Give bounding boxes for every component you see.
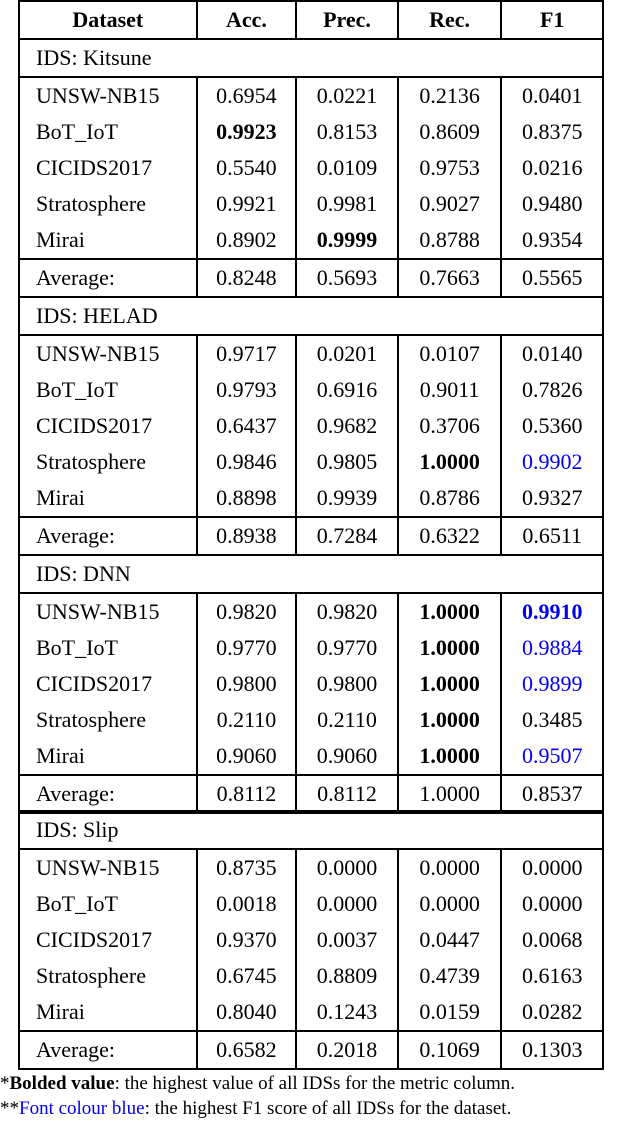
cell-rec: 0.1069 <box>398 1031 502 1069</box>
cell-f1: 0.3485 <box>501 702 603 738</box>
table-row <box>19 849 603 886</box>
cell-f1: 0.0068 <box>501 922 603 958</box>
cell-acc: 0.8040 <box>197 994 297 1031</box>
cell-prec: 0.0000 <box>296 886 398 922</box>
dataset-name: Stratosphere <box>19 444 197 480</box>
dataset-name: CICIDS2017 <box>19 922 197 958</box>
dataset-name: CICIDS2017 <box>19 150 197 186</box>
dataset-name: Stratosphere <box>19 702 197 738</box>
cell-f1: 0.0282 <box>501 994 603 1031</box>
section-slip <box>19 811 603 1069</box>
cell-acc: 0.9923 <box>197 114 297 150</box>
average-row <box>19 517 603 555</box>
cell-f1: 0.8375 <box>501 114 603 150</box>
cell-rec: 0.9753 <box>398 150 502 186</box>
dataset-name: UNSW-NB15 <box>19 335 197 372</box>
cell-acc: 0.9800 <box>197 666 297 702</box>
dataset-name: UNSW-NB15 <box>19 77 197 114</box>
cell-rec: 0.0159 <box>398 994 502 1031</box>
cell-acc: 0.8735 <box>197 849 297 886</box>
cell-rec: 0.8788 <box>398 222 502 259</box>
header-f1: F1 <box>501 1 603 39</box>
cell-prec: 0.7284 <box>296 517 398 555</box>
cell-f1: 0.9910 <box>501 593 603 630</box>
average-label: Average: <box>19 1031 197 1069</box>
cell-acc: 0.6745 <box>197 958 297 994</box>
cell-acc: 0.6582 <box>197 1031 297 1069</box>
cell-acc: 0.9370 <box>197 922 297 958</box>
section-dnn <box>19 555 603 813</box>
cell-rec: 0.0447 <box>398 922 502 958</box>
cell-acc: 0.8898 <box>197 480 297 517</box>
cell-prec: 0.0201 <box>296 335 398 372</box>
footnote-blue-text: : the highest F1 score of all IDSs for the dataset. <box>144 1098 512 1119</box>
cell-f1: 0.9354 <box>501 222 603 259</box>
cell-acc: 0.6954 <box>197 77 297 114</box>
footnote-blue-label: Font colour blue <box>19 1098 145 1119</box>
cell-rec: 0.4739 <box>398 958 502 994</box>
table-row <box>19 958 603 994</box>
table-row <box>19 150 603 186</box>
dataset-name: Stratosphere <box>19 958 197 994</box>
table-row <box>19 886 603 922</box>
table-row <box>19 738 603 775</box>
cell-acc: 0.9846 <box>197 444 297 480</box>
table-row <box>19 702 603 738</box>
average-row <box>19 1031 603 1069</box>
cell-f1: 0.9899 <box>501 666 603 702</box>
footnote-marker: ** <box>0 1098 19 1119</box>
table-row <box>19 222 603 259</box>
dataset-name: UNSW-NB15 <box>19 849 197 886</box>
dataset-name: UNSW-NB15 <box>19 593 197 630</box>
section-title: IDS: DNN <box>19 555 603 593</box>
dataset-name: BoT_IoT <box>19 886 197 922</box>
cell-rec: 1.0000 <box>398 738 502 775</box>
cell-rec: 0.9027 <box>398 186 502 222</box>
cell-rec: 0.2136 <box>398 77 502 114</box>
cell-f1: 0.9902 <box>501 444 603 480</box>
section-title: IDS: HELAD <box>19 297 603 335</box>
cell-rec: 0.8786 <box>398 480 502 517</box>
table-row <box>19 77 603 114</box>
cell-rec: 1.0000 <box>398 666 502 702</box>
cell-rec: 1.0000 <box>398 702 502 738</box>
dataset-name: BoT_IoT <box>19 630 197 666</box>
cell-rec: 1.0000 <box>398 593 502 630</box>
cell-acc: 0.9793 <box>197 372 297 408</box>
table-row <box>19 186 603 222</box>
cell-prec: 0.2110 <box>296 702 398 738</box>
table-row <box>19 114 603 150</box>
cell-prec: 0.2018 <box>296 1031 398 1069</box>
header-accuracy: Acc. <box>197 1 297 39</box>
cell-prec: 0.9820 <box>296 593 398 630</box>
dataset-name: CICIDS2017 <box>19 666 197 702</box>
cell-f1: 0.0216 <box>501 150 603 186</box>
table-row <box>19 444 603 480</box>
table-row <box>19 372 603 408</box>
cell-acc: 0.9717 <box>197 335 297 372</box>
table-row <box>19 630 603 666</box>
cell-acc: 0.2110 <box>197 702 297 738</box>
cell-acc: 0.8112 <box>197 775 297 813</box>
results-table-slip <box>18 810 604 1070</box>
cell-rec: 0.0107 <box>398 335 502 372</box>
cell-f1: 0.5360 <box>501 408 603 444</box>
cell-prec: 0.0109 <box>296 150 398 186</box>
cell-prec: 0.9800 <box>296 666 398 702</box>
cell-acc: 0.5540 <box>197 150 297 186</box>
dataset-name: Mirai <box>19 738 197 775</box>
dataset-name: BoT_IoT <box>19 114 197 150</box>
footnote-marker: * <box>0 1073 10 1094</box>
cell-prec: 0.1243 <box>296 994 398 1031</box>
cell-prec: 0.8809 <box>296 958 398 994</box>
table-row <box>19 666 603 702</box>
cell-f1: 0.8537 <box>501 775 603 813</box>
cell-acc: 0.6437 <box>197 408 297 444</box>
results-table-main <box>18 0 604 814</box>
cell-f1: 0.0140 <box>501 335 603 372</box>
table-row <box>19 922 603 958</box>
footnote-blue <box>0 1097 622 1121</box>
cell-acc: 0.0018 <box>197 886 297 922</box>
dataset-name: Mirai <box>19 994 197 1031</box>
cell-prec: 0.0221 <box>296 77 398 114</box>
average-label: Average: <box>19 517 197 555</box>
dataset-name: BoT_IoT <box>19 372 197 408</box>
footnote-bold <box>0 1072 622 1096</box>
cell-prec: 0.9682 <box>296 408 398 444</box>
cell-f1: 0.5565 <box>501 259 603 297</box>
cell-acc: 0.9921 <box>197 186 297 222</box>
cell-f1: 0.1303 <box>501 1031 603 1069</box>
cell-prec: 0.9805 <box>296 444 398 480</box>
cell-prec: 0.9770 <box>296 630 398 666</box>
cell-f1: 0.0401 <box>501 77 603 114</box>
cell-acc: 0.9770 <box>197 630 297 666</box>
dataset-name: Stratosphere <box>19 186 197 222</box>
cell-rec: 0.3706 <box>398 408 502 444</box>
cell-f1: 0.0000 <box>501 849 603 886</box>
cell-f1: 0.9327 <box>501 480 603 517</box>
cell-f1: 0.6163 <box>501 958 603 994</box>
cell-f1: 0.7826 <box>501 372 603 408</box>
table-row <box>19 335 603 372</box>
dataset-name: Mirai <box>19 480 197 517</box>
cell-prec: 0.8153 <box>296 114 398 150</box>
cell-rec: 0.9011 <box>398 372 502 408</box>
cell-acc: 0.9060 <box>197 738 297 775</box>
cell-acc: 0.8248 <box>197 259 297 297</box>
cell-prec: 0.8112 <box>296 775 398 813</box>
cell-f1: 0.0000 <box>501 886 603 922</box>
cell-f1: 0.9507 <box>501 738 603 775</box>
header-recall: Rec. <box>398 1 502 39</box>
footnote-bold-text: : the highest value of all IDSs for the metric column. <box>114 1073 516 1094</box>
cell-acc: 0.8902 <box>197 222 297 259</box>
cell-prec: 0.0037 <box>296 922 398 958</box>
cell-rec: 0.0000 <box>398 886 502 922</box>
section-helad <box>19 297 603 555</box>
footnote-bold-label: Bolded value <box>9 1073 115 1094</box>
cell-acc: 0.8938 <box>197 517 297 555</box>
average-row <box>19 259 603 297</box>
cell-f1: 0.6511 <box>501 517 603 555</box>
average-label: Average: <box>19 259 197 297</box>
cell-prec: 0.9060 <box>296 738 398 775</box>
cell-prec: 0.6916 <box>296 372 398 408</box>
cell-rec: 1.0000 <box>398 444 502 480</box>
section-title: IDS: Kitsune <box>19 39 603 77</box>
header-row <box>19 1 603 39</box>
cell-rec: 0.0000 <box>398 849 502 886</box>
table-row <box>19 480 603 517</box>
cell-prec: 0.9999 <box>296 222 398 259</box>
cell-rec: 1.0000 <box>398 630 502 666</box>
table-row <box>19 994 603 1031</box>
cell-rec: 1.0000 <box>398 775 502 813</box>
header-dataset: Dataset <box>19 1 197 39</box>
section-title: IDS: Slip <box>19 811 603 849</box>
cell-prec: 0.9981 <box>296 186 398 222</box>
section-kitsune <box>19 39 603 297</box>
dataset-name: CICIDS2017 <box>19 408 197 444</box>
cell-rec: 0.7663 <box>398 259 502 297</box>
cell-prec: 0.9939 <box>296 480 398 517</box>
dataset-name: Mirai <box>19 222 197 259</box>
average-row <box>19 775 603 813</box>
cell-f1: 0.9884 <box>501 630 603 666</box>
cell-rec: 0.8609 <box>398 114 502 150</box>
cell-f1: 0.9480 <box>501 186 603 222</box>
average-label: Average: <box>19 775 197 813</box>
header-precision: Prec. <box>296 1 398 39</box>
cell-rec: 0.6322 <box>398 517 502 555</box>
table-row <box>19 593 603 630</box>
table-row <box>19 408 603 444</box>
cell-acc: 0.9820 <box>197 593 297 630</box>
cell-prec: 0.0000 <box>296 849 398 886</box>
cell-prec: 0.5693 <box>296 259 398 297</box>
